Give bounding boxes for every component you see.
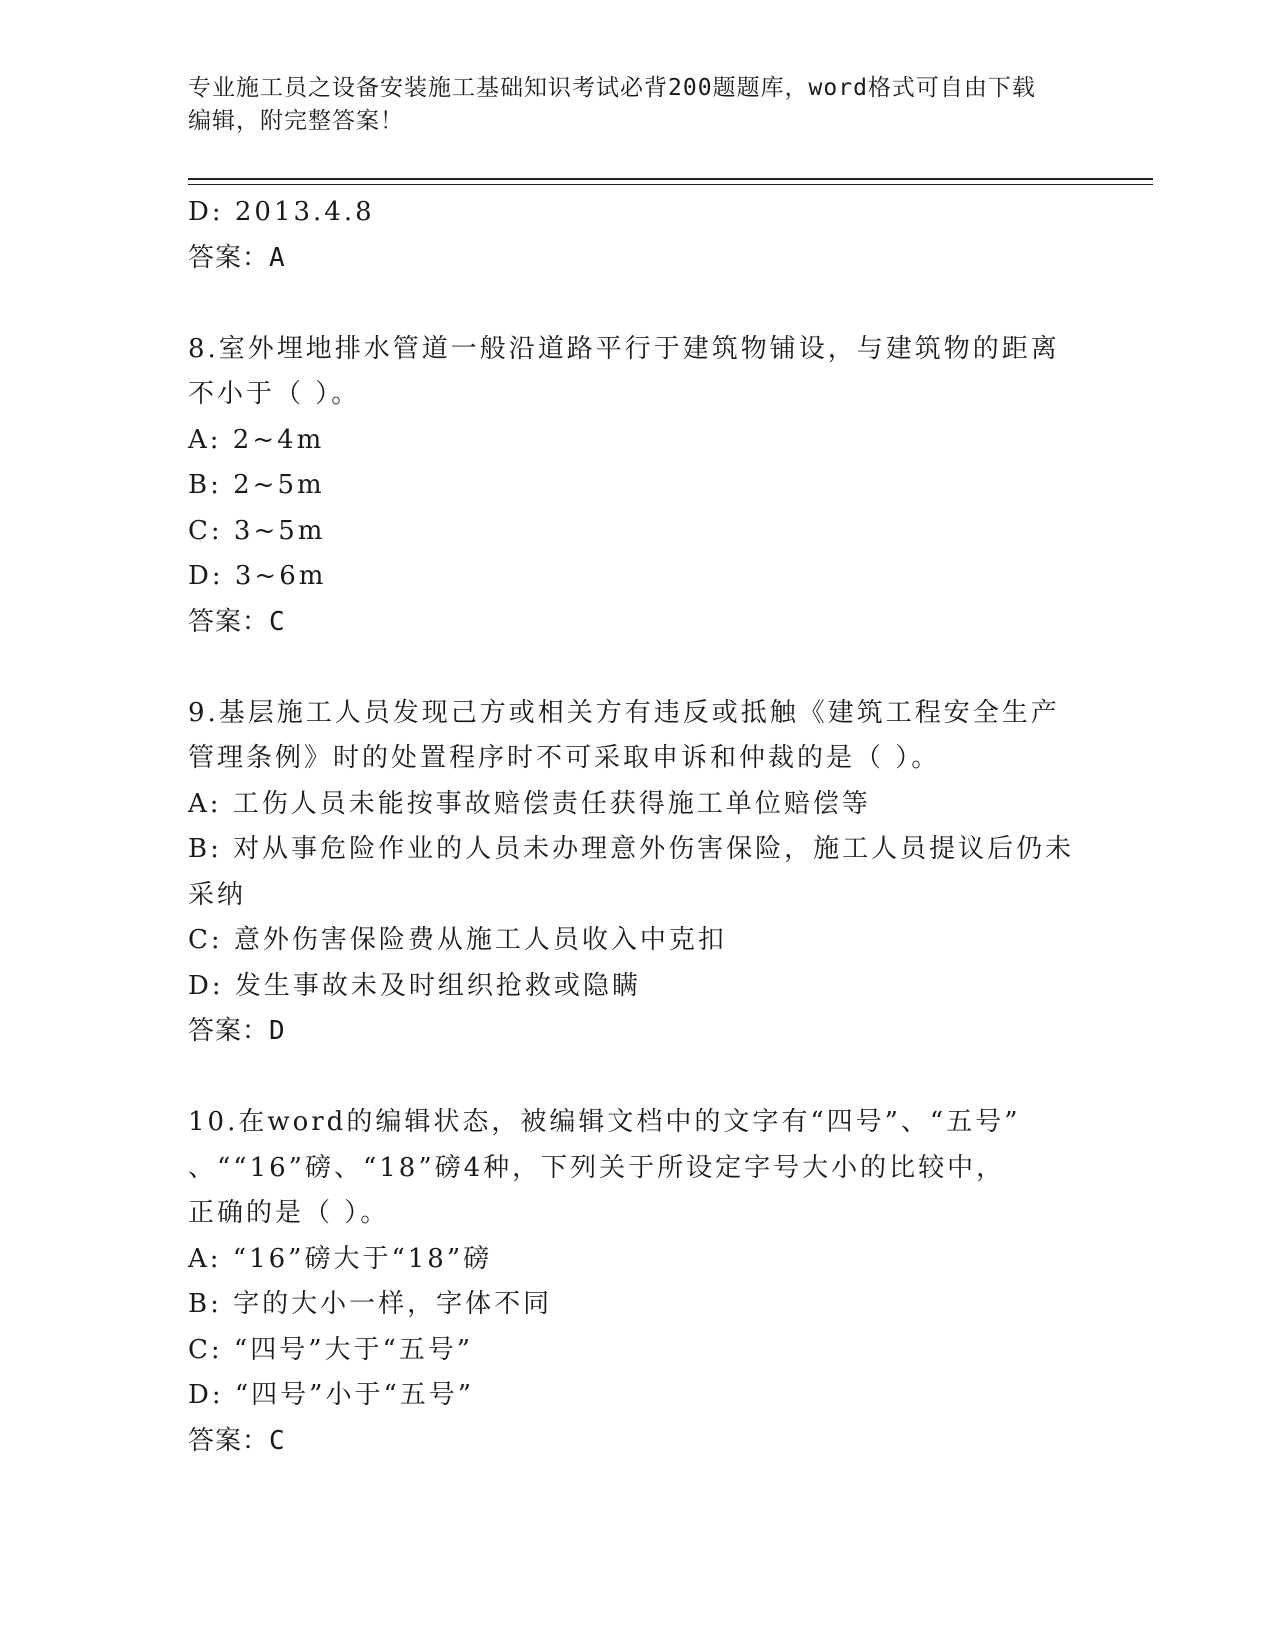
q8-stem-line-2: 不小于（ ）。 [188, 379, 361, 409]
spacer [188, 1055, 1088, 1101]
q9-option-d: D: 发生事故未及时组织抢救或隐瞒 [188, 970, 641, 1001]
q10-stem-line-3: 正确的是（ ）。 [188, 1198, 390, 1228]
q9-stem-line-1: 9.基层施工人员发现己方或相关方有违反或抵触《建筑工程安全生产 [188, 697, 1060, 728]
q10-option-c: C: “四号”大于“五号” [188, 1334, 474, 1365]
q8-option-c: C: 3~5m [188, 515, 326, 546]
q9-option-b-line-1: B: 对从事危险作业的人员未办理意外伤害保险，施工人员提议后仍未 [188, 834, 1075, 864]
header-rule-thin [188, 184, 1153, 185]
q9-answer: 答案：D [188, 1016, 286, 1046]
q7-answer: 答案：A [188, 242, 286, 273]
spacer [188, 281, 1088, 327]
question-content [188, 190, 1088, 1464]
header-title-line-2: 编辑，附完整答案！ [188, 108, 404, 134]
q7-option-d: D: 2013.4.8 [188, 197, 375, 227]
spacer [188, 645, 1088, 691]
q8-stem-line-1: 8.室外埋地排水管道一般沿道路平行于建筑物铺设，与建筑物的距离 [188, 333, 1060, 364]
q9-option-c: C: 意外伤害保险费从施工人员收入中克扣 [188, 925, 727, 955]
q10-option-a: A: “16”磅大于“18”磅 [188, 1243, 493, 1274]
q10-stem-line-1: 10.在word的编辑状态，被编辑文档中的文字有“四号”、“五号” [188, 1107, 1021, 1137]
q9-option-a: A: 工伤人员未能按事故赔偿责任获得施工单位赔偿等 [188, 788, 871, 819]
q8-answer: 答案：C [188, 606, 286, 637]
q10-option-d: D: “四号”小于“五号” [188, 1380, 475, 1410]
q10-answer: 答案：C [188, 1425, 286, 1456]
q9-option-b-line-2: 采纳 [188, 879, 247, 910]
q8-option-b: B: 2~5m [188, 470, 325, 500]
document-header [188, 72, 1088, 138]
q10-option-b: B: 字的大小一样，字体不同 [188, 1289, 553, 1319]
header-rule-thick [188, 178, 1153, 180]
q10-stem-line-2: 、““16”磅、“18”磅4种，下列关于所设定字号大小的比较中， [188, 1152, 1006, 1183]
q9-stem-line-2: 管理条例》时的处置程序时不可采取申诉和仲裁的是（ ）。 [188, 743, 941, 773]
q8-option-a: A: 2~4m [188, 424, 325, 455]
q8-option-d: D: 3~6m [188, 561, 327, 591]
header-title-line-1: 专业施工员之设备安装施工基础知识考试必背200题题库，word格式可自由下载 [188, 75, 1036, 101]
